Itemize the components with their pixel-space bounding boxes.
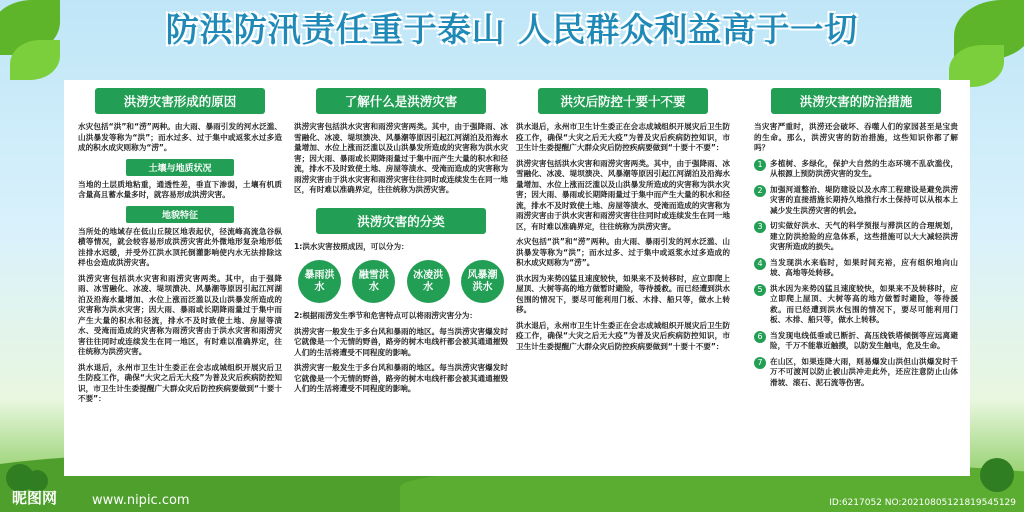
- paragraph: 当灾害严重时，洪涝还会破坏、吞噬人们的家园甚至是宝贵的生命。那么，洪涝灾害的防治措施，这些知识你都了解吗？: [754, 122, 958, 152]
- section-heading: 洪涝灾害的分类: [316, 208, 486, 234]
- paragraph: 洪涝灾害一般发生于多台风和暴雨的地区。每当洪涝灾害爆发时它就像是一个无情的野兽，路旁的树木电线杆都会被其通通摧毁人们的生活将遭受不同程度的影响。: [294, 363, 508, 393]
- measure-item: [754, 331, 958, 352]
- number-badge: 5: [754, 284, 766, 296]
- section-heading: 了解什么是洪涝灾害: [316, 88, 486, 114]
- number-badge: 3: [754, 221, 766, 233]
- paragraph: 洪涝灾害包括洪水灾害和雨涝灾害两类。其中，由于强降雨、冰雪融化、冰凌、堤坝溃决、风暴潮等原因引起江河湖泊及沿海水量增加、水位上涨而泛滥以及山洪暴发所造成的灾害称为洪水灾害；因大雨、暴雨或长期降雨量过于集中而产生大量的积水和径流，排水不及时致使土地、房屋等渍水、受淹而造成的灾害称为雨涝灾害由于洪水灾害和雨涝灾害往往同时或连续发生在同一地区，有时难以准确界定，往往统称为洪涝灾害。: [294, 122, 508, 194]
- page-title: 防洪防汛责任重于泰山 人民群众利益高于一切: [165, 10, 859, 49]
- column-prevention: [516, 80, 730, 476]
- flood-type-list: [298, 260, 504, 303]
- column-causes: [78, 80, 282, 476]
- flood-type-bubble: 风暴潮洪水: [461, 260, 504, 303]
- paragraph: 当地的土层质地粘重，通透性差，垂直下渗弱，土壤有机质含量高且蓄水量多时，就容易形成洪涝灾害。: [78, 179, 282, 199]
- measure-text: 洪水因为来势凶猛且速度较快，如果来不及转移时，应立即爬上屋顶、大树等高的地方做暂时避险，等待援救。而已经遭到洪水包围的情况下，要尽可能利用门板、木排、船只等，做水上转移。: [770, 283, 958, 324]
- flood-type-bubble: 暴雨洪水: [298, 260, 341, 303]
- watermark-url: www.nipic.com: [92, 493, 190, 508]
- tree: [980, 458, 1014, 492]
- number-badge: 7: [754, 357, 766, 369]
- paragraph: 洪水退后，永州市卫生计生委正在会志成城组织开展灾后卫生防疫工作，确保“大灾之后无大疫”为普及灾后疾病防控知识，市卫生计生委提醒广大群众灾后防控疾病要做到“十要十不要”：: [516, 320, 730, 351]
- measure-text: 多植树、多绿化，保护大自然的生态环境不乱砍滥伐，从根源上预防洪涝灾害的发生。: [770, 158, 958, 178]
- measure-item: [754, 284, 958, 326]
- measure-text: 切实做好洪水、天气的科学预报与滞洪区的合理规划，建立防洪抢险的应急体系，这些措施可以大大减轻洪涝灾害所造成的损失。: [770, 221, 958, 251]
- paragraph: 洪水因为来势凶猛且速度较快，如果来不及转移时，应立即爬上屋顶、大树等高的地方做暂时避险，等待援救。而已经遭到洪水包围的情况下，要尽可能利用门板、木排、船只等，做水上转移。: [516, 273, 730, 314]
- paragraph: 洪水退后，永州市卫生计生委正在会志成城组织开展灾后卫生防疫工作，确保“大灾之后无大疫”为普及灾后疾病防控知识，市卫生计生委提醒广大群众灾后防控疾病要做到“十要十不要”：: [516, 122, 730, 152]
- paragraph: 洪涝灾害包括洪水灾害和雨涝灾害两类。其中，由于强降雨、冰雪融化、冰凌、堤坝溃决、风暴潮等原因引起江河湖泊及沿海水量增加、水位上涨而泛滥以及山洪暴发所造成的灾害称为洪水灾害；因大雨、暴雨或长期降雨量过于集中而产生大量的积水和径流，排水不及时致使土地、房屋等渍水、受淹而造成的灾害称为雨涝灾害由于洪水灾害和雨涝灾害往往同时或连续发生在同一地区，有时难以准确界定，往往统称为洪涝灾害。: [516, 158, 730, 231]
- paragraph: 当所处的地域存在低山丘陵区地表起伏，径流峰高流急谷纵横等情况，就会较容易形成洪涝灾害此外微地形复杂地形低洼排水迟缓，并受外江洪水顶托倒灌影响使内水无法排除这样也会造成洪涝灾害。: [78, 226, 282, 267]
- measure-text: 当发现洪水来临时，如果时间充裕，应有组织地向山坡、高地等处转移。: [770, 257, 958, 277]
- number-badge: 2: [754, 185, 766, 197]
- number-badge: 6: [754, 331, 766, 343]
- number-badge: 1: [754, 159, 766, 171]
- flood-type-bubble: 融雪洪水: [352, 260, 395, 303]
- paragraph: 洪涝灾害一般发生于多台风和暴雨的地区。每当洪涝灾害爆发时它就像是一个无情的野兽，路旁的树木电线杆都会被其通通摧毁人们的生活将遭受不同程度的影响。: [294, 326, 508, 357]
- paragraph: 洪涝灾害包括洪水灾害和雨涝灾害两类。其中，由于强降雨、冰雪融化、冰凌、堤坝溃决、风暴潮等原因引起江河湖泊及沿海水量增加、水位上涨而泛滥以及山洪暴发所造成的灾害称为洪水灾害；因大雨、暴雨或长期降雨量过于集中而产生大量的积水和径流，排水不及时致使土地、房屋等渍水、受淹而造成的灾害称为雨涝灾害由于洪水灾害和雨涝灾害往往同时或连续发生在同一地区，有时难以准确界定，往往统称为洪涝灾害。: [78, 273, 282, 356]
- paragraph: 1:洪水灾害按照成因，可以分为：: [294, 241, 409, 251]
- watermark-id: ID:6217052 NO:20210805121819545129: [829, 498, 1016, 508]
- measure-item: [754, 258, 958, 279]
- measure-item: [754, 357, 958, 389]
- sub-heading: 土壤与地质状况: [126, 159, 234, 176]
- paragraph: 水灾包括“洪”和“涝”两种。由大雨、暴雨引发的河水泛滥、山洪暴发等称为“洪”；而水过多、过于集中或返浆水过多造成的积水成灾则称为“涝”。: [516, 237, 730, 267]
- section-heading: 洪灾后防控十要十不要: [538, 88, 708, 114]
- measure-text: 在山区，如果连降大雨，则易爆发山洪但山洪爆发时千万不可渡河以防止被山洪冲走此外，还应注意防止山体滑坡、滚石、泥石流等伤害。: [770, 356, 958, 387]
- measure-text: 当发现电线低垂或已断折、高压线铁塔倾倒等应远离避险，千万不能靠近触摸，以防发生触电，危及生命。: [770, 330, 958, 350]
- content-board: [64, 80, 970, 476]
- measure-item: [754, 159, 958, 180]
- sub-heading: 地貌特征: [126, 206, 234, 223]
- measure-item: [754, 221, 958, 253]
- column-measures: [754, 80, 958, 476]
- column-what-is: [294, 80, 508, 476]
- measure-item: [754, 185, 958, 217]
- paragraph: 水灾包括“洪”和“涝”两种。由大雨、暴雨引发的河水泛滥、山洪暴发等称为“洪”；而水过多、过于集中或返浆水过多造成的积水成灾则称为“涝”。: [78, 122, 282, 152]
- paragraph: 洪水退后，永州市卫生计生委正在会志成城组织开展灾后卫生防疫工作，确保“大灾之后无大疫”为普及灾后疾病防控知识，市卫生计生委提醒广大群众灾后防控疾病要做到“十要十不要”：: [78, 362, 282, 403]
- measure-text: 加强河道整治、堤防建设以及水库工程建设是避免洪涝灾害的直接措施长期持久地推行水土保持可以从根本上减少发生洪涝灾害的机会。: [770, 184, 958, 215]
- flood-type-bubble: 冰凌洪水: [407, 260, 450, 303]
- section-heading: 洪涝灾害形成的原因: [95, 88, 265, 114]
- paragraph: 2:根据雨涝发生季节和危害特点可以将雨涝灾害分为：: [294, 311, 477, 320]
- watermark-logo: 昵图网: [12, 489, 58, 507]
- number-badge: 4: [754, 258, 766, 270]
- section-heading: 洪涝灾害的防治措施: [771, 88, 941, 114]
